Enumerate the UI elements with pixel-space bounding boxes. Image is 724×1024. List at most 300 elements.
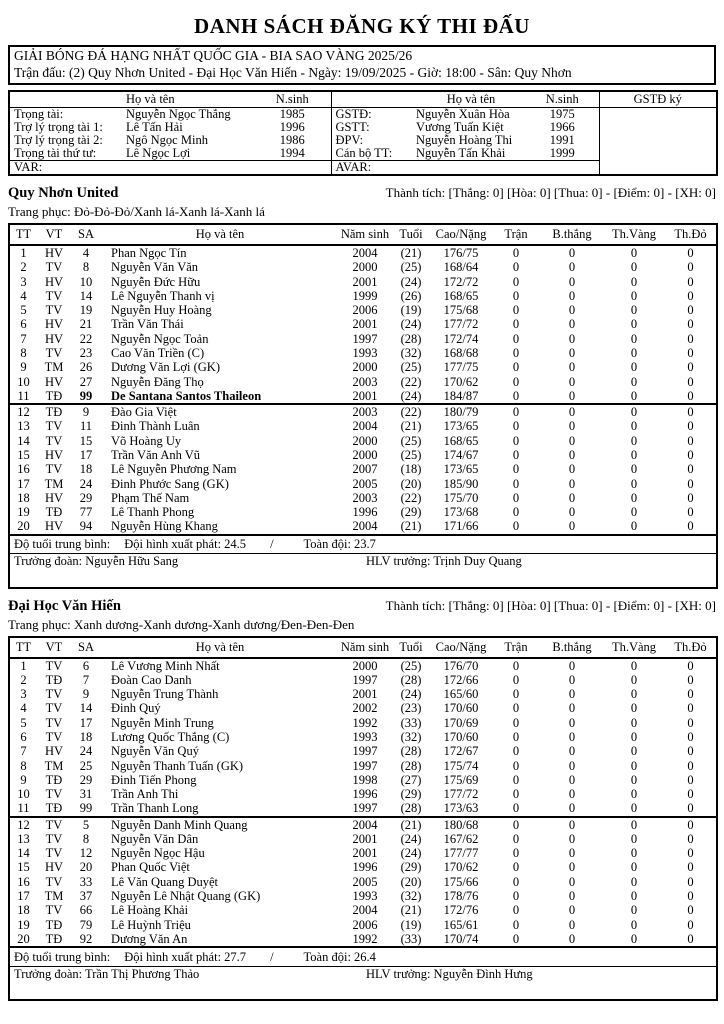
official-name: Nguyễn Ngọc Thắng	[126, 107, 231, 121]
player-birth-year-cell: 2007	[352, 462, 378, 477]
player-wins-cell: 0	[568, 730, 576, 744]
player-red-cards-cell: 0	[687, 903, 694, 918]
player-birth-year-cell: 2006	[352, 303, 378, 318]
player-birth-year-cell: 1992	[352, 931, 378, 946]
player-yellow-cards-cell: 0	[630, 730, 638, 744]
player-age-cell: (29)	[400, 787, 422, 802]
player-height-weight-cell: 178/76	[443, 889, 479, 904]
average-age-row	[9, 535, 717, 554]
player-birth-year-cell: 1996	[352, 505, 378, 520]
official-role-label: Cán bộ TT:	[331, 147, 416, 161]
player-name-cell: Đào Gia Việt	[101, 404, 339, 419]
player-yellow-cards-cell: 0	[630, 331, 638, 346]
official-birth-year: 1975	[549, 107, 575, 121]
col-vt-header: VT	[37, 637, 71, 658]
player-matches-cell: 0	[512, 758, 520, 773]
player-row	[9, 462, 717, 476]
player-shirt-number-cell: 25	[79, 758, 93, 773]
player-row	[9, 687, 717, 701]
player-red-cards-cell: 0	[687, 274, 694, 289]
competition-league-line: GIẢI BÓNG ĐÁ HẠNG NHẤT QUỐC GIA - BIA SAO VÀNG 2025/26	[14, 48, 413, 63]
player-wins-cell: 0	[568, 476, 576, 491]
player-height-weight-cell: 171/66	[443, 519, 479, 534]
player-birth-year-cell: 1996	[352, 787, 378, 802]
competition-match-line: Trận đấu: (2) Quy Nhơn United - Đại Học Văn Hiến - Ngày: 19/09/2025 - Giờ: 18:00 - Sân: Quy Nhơn	[14, 64, 572, 80]
player-row	[9, 448, 717, 462]
player-name-cell: Phan Quốc Việt	[111, 860, 190, 875]
player-wins-cell: 0	[568, 931, 576, 946]
player-height-weight-cell: 172/67	[443, 744, 479, 759]
player-position-cell: TV	[37, 817, 71, 832]
player-row	[9, 787, 717, 801]
player-wins-cell: 0	[568, 903, 576, 918]
player-shirt-number-cell: 29	[79, 772, 93, 787]
player-index-cell: 10	[17, 374, 30, 389]
player-row	[9, 889, 717, 903]
player-red-cards-cell: 0	[687, 846, 694, 861]
player-yellow-cards-cell: 0	[630, 388, 638, 403]
player-birth-year-cell: 2001	[352, 687, 378, 702]
player-birth-year-cell: 2002	[352, 701, 378, 716]
player-matches-cell: 0	[512, 831, 520, 846]
player-yellow-cards-cell: 0	[630, 787, 638, 802]
player-name-cell: Lê Vương Minh Nhất	[111, 658, 220, 673]
player-age-cell: (28)	[400, 801, 422, 816]
player-age-cell: (21)	[400, 419, 422, 434]
col-name-header: Họ và tên	[101, 637, 339, 658]
player-age-cell: (32)	[400, 889, 422, 904]
player-birth-year-cell: 2004	[352, 519, 378, 534]
player-birth-year-cell: 1996	[352, 860, 378, 875]
player-height-weight-cell: 172/74	[443, 331, 479, 346]
player-birth-year-cell: 2000	[352, 658, 378, 673]
player-shirt-number-cell: 21	[79, 317, 93, 332]
player-matches-cell: 0	[512, 274, 520, 289]
player-index-cell: 13	[17, 419, 30, 434]
player-wins-cell: 0	[568, 419, 576, 434]
player-index-cell: 2	[20, 260, 27, 275]
competition-info-box	[8, 45, 716, 85]
player-row	[9, 260, 717, 274]
official-birth-year: 1994	[279, 147, 305, 160]
player-yellow-cards-cell: 0	[630, 846, 638, 861]
player-matches-cell: 0	[512, 419, 520, 434]
officials-header-row	[9, 91, 717, 108]
player-yellow-cards-cell: 0	[630, 672, 638, 687]
player-row	[9, 673, 717, 687]
staff-row	[9, 966, 717, 1000]
player-matches-cell: 0	[512, 715, 520, 730]
player-shirt-number-cell: 9	[82, 687, 90, 702]
player-index-cell: 6	[20, 317, 27, 332]
player-wins-cell: 0	[568, 490, 576, 505]
player-birth-year-cell: 2004	[352, 419, 378, 434]
player-name-cell: Trần Thanh Long	[111, 801, 199, 816]
player-matches-cell: 0	[512, 317, 520, 332]
player-height-weight-cell: 180/79	[431, 404, 491, 419]
official-role-label: Trọng tài thứ tư:	[14, 147, 97, 160]
player-position-cell: TV	[45, 701, 63, 716]
player-wins-cell: 0	[568, 744, 576, 759]
player-red-cards-cell: 0	[687, 931, 694, 946]
player-row	[9, 801, 717, 816]
player-age-cell: (21)	[400, 246, 422, 260]
player-age-cell: (24)	[400, 687, 422, 702]
player-shirt-number-cell: 14	[79, 701, 93, 716]
player-row	[9, 303, 717, 317]
player-name-cell: Đoàn Cao Danh	[111, 672, 192, 687]
officials-born-header-right: N.sinh	[526, 91, 599, 108]
player-position-cell: TĐ	[45, 931, 63, 946]
player-shirt-number-cell: 9	[71, 404, 101, 419]
player-red-cards-cell: 0	[687, 462, 694, 477]
player-name-cell: Đinh Phước Sang (GK)	[111, 476, 229, 491]
player-row	[9, 716, 717, 730]
player-birth-year-cell: 2000	[352, 447, 378, 462]
player-name-cell: Lê Huỳnh Triệu	[111, 917, 191, 932]
player-matches-cell: 0	[512, 360, 520, 375]
player-matches-cell: 0	[512, 744, 520, 759]
player-position-cell: TV	[45, 303, 63, 318]
avg-separator: /	[270, 949, 274, 964]
player-name-cell: Nguyễn Thanh Tuấn (GK)	[111, 758, 244, 773]
player-red-cards-cell: 0	[687, 519, 694, 534]
avg-whole-squad: Toàn đội: 26.4	[303, 949, 376, 964]
player-birth-year-cell: 2003	[352, 490, 378, 505]
player-matches-cell: 0	[512, 889, 520, 904]
player-shirt-number-cell: 8	[82, 831, 90, 846]
player-position-cell: TV	[45, 260, 63, 275]
player-position-cell: HV	[44, 274, 64, 289]
player-matches-cell: 0	[512, 246, 520, 260]
player-height-weight-cell: 177/72	[443, 787, 479, 802]
player-height-weight-cell: 168/68	[443, 346, 479, 361]
col-age-header: Tuổi	[391, 637, 431, 658]
player-matches-cell: 0	[512, 730, 520, 744]
col-red-header: Th.Đỏ	[665, 637, 717, 658]
player-position-cell: TĐ	[45, 801, 63, 816]
player-shirt-number-cell: 23	[79, 346, 93, 361]
player-shirt-number-cell: 18	[79, 730, 93, 744]
player-red-cards-cell: 0	[687, 246, 694, 260]
official-role-label: GSTĐ:	[331, 108, 416, 122]
player-matches-cell: 0	[512, 331, 520, 346]
player-row	[9, 903, 717, 917]
player-birth-year-cell: 1999	[352, 288, 378, 303]
player-wins-cell: 0	[568, 701, 576, 716]
player-birth-year-cell: 2001	[352, 831, 378, 846]
player-birth-year-cell: 2000	[352, 433, 378, 448]
team-record: Thành tích: [Thắng: 0] [Hòa: 0] [Thua: 0] - [Điểm: 0] - [XH: 0]	[385, 185, 716, 200]
player-red-cards-cell: 0	[687, 288, 694, 303]
player-shirt-number-cell: 37	[79, 889, 93, 904]
player-row	[9, 360, 717, 374]
player-age-cell: (21)	[400, 903, 422, 918]
player-name-cell: Nguyễn Minh Trung	[111, 715, 214, 730]
player-birth-year-cell: 2001	[352, 388, 378, 403]
player-name-cell: Võ Hoàng Uy	[111, 433, 182, 448]
official-birth-year: 1985	[279, 107, 305, 121]
player-index-cell: 2	[20, 672, 27, 687]
officials-row	[9, 108, 717, 122]
player-name-cell: Lê Văn Quang Duyệt	[111, 874, 219, 889]
col-matches-header: Trận	[491, 637, 541, 658]
officials-born-header-left: N.sinh	[254, 91, 331, 108]
player-yellow-cards-cell: 0	[630, 419, 638, 434]
player-yellow-cards-cell: 0	[630, 772, 638, 787]
staff-cell	[9, 554, 717, 588]
player-yellow-cards-cell: 0	[630, 801, 638, 816]
player-index-cell: 1	[20, 658, 27, 673]
player-position-cell: TM	[44, 889, 64, 904]
player-red-cards-cell: 0	[687, 801, 694, 816]
player-age-cell: (26)	[400, 288, 422, 303]
player-red-cards-cell: 0	[687, 490, 694, 505]
player-yellow-cards-cell: 0	[630, 490, 638, 505]
col-heightweight-header: Cao/Nặng	[431, 224, 491, 245]
player-red-cards-cell: 0	[665, 817, 717, 832]
player-age-cell: (25)	[400, 260, 422, 275]
official-birth-year: 1996	[279, 121, 305, 134]
player-position-cell: TĐ	[45, 388, 63, 403]
player-name-cell: Phan Ngọc Tín	[111, 246, 187, 260]
officials-sign-header: GSTĐ ký	[599, 91, 717, 108]
player-shirt-number-cell: 20	[79, 860, 93, 875]
player-position-cell: HV	[44, 331, 64, 346]
player-shirt-number-cell: 12	[79, 846, 93, 861]
player-age-cell: (18)	[400, 462, 422, 477]
player-birth-year-cell: 2000	[352, 360, 378, 375]
official-name: Nguyễn Xuân Hòa	[416, 107, 510, 121]
avg-age-label: Độ tuổi trung bình:	[14, 537, 111, 552]
player-matches-cell: 0	[512, 801, 520, 816]
player-position-cell: TĐ	[45, 772, 63, 787]
player-red-cards-cell: 0	[687, 447, 694, 462]
player-height-weight-cell: 184/87	[443, 388, 479, 403]
player-birth-year-cell: 1992	[352, 715, 378, 730]
player-birth-year-cell: 1993	[352, 346, 378, 361]
player-index-cell: 17	[17, 476, 30, 491]
player-age-cell: (32)	[400, 730, 422, 744]
col-sa-header: SA	[71, 224, 101, 245]
player-height-weight-cell: 177/75	[443, 360, 479, 375]
player-birth-year-cell: 2005	[352, 476, 378, 491]
player-wins-cell: 0	[568, 303, 576, 318]
col-yellow-header: Th.Vàng	[603, 637, 665, 658]
player-index-cell: 19	[17, 505, 30, 520]
player-row	[9, 419, 717, 433]
player-height-weight-cell: 170/74	[443, 931, 479, 946]
player-shirt-number-cell: 26	[79, 360, 93, 375]
player-age-cell: (25)	[400, 447, 422, 462]
avg-starting-eleven: Đội hình xuất phát: 24.5	[124, 537, 247, 552]
player-height-weight-cell: 177/72	[443, 317, 479, 332]
team-kit: Trang phục: Đỏ-Đỏ-Đỏ/Xanh lá-Xanh lá-Xanh lá	[8, 204, 265, 219]
player-row	[9, 317, 717, 331]
player-index-cell: 6	[20, 730, 27, 744]
player-position-cell: TV	[45, 346, 63, 361]
player-yellow-cards-cell: 0	[630, 260, 638, 275]
player-position-cell: TV	[45, 658, 63, 673]
player-position-cell: HV	[44, 374, 64, 389]
player-yellow-cards-cell: 0	[630, 447, 638, 462]
average-age-row	[9, 947, 717, 966]
player-matches-cell: 0	[512, 931, 520, 946]
player-yellow-cards-cell: 0	[630, 715, 638, 730]
player-position-cell: TM	[44, 476, 64, 491]
player-height-weight-cell: 172/76	[443, 903, 479, 918]
player-height-weight-cell: 167/62	[443, 831, 479, 846]
player-height-weight-cell: 173/63	[443, 801, 479, 816]
player-age-cell: (24)	[400, 274, 422, 289]
player-wins-cell: 0	[568, 317, 576, 332]
player-matches-cell: 0	[512, 874, 520, 889]
player-age-cell: (20)	[400, 874, 422, 889]
player-birth-year-cell: 2003	[339, 404, 391, 419]
player-height-weight-cell: 168/64	[443, 260, 479, 275]
player-birth-year-cell: 1997	[352, 331, 378, 346]
official-role-label: Trợ lý trọng tài 2:	[14, 134, 103, 147]
player-red-cards-cell: 0	[687, 917, 694, 932]
official-name: Nguyễn Hoàng Thi	[416, 134, 513, 147]
player-name-cell: Nguyễn Ngọc Toản	[111, 331, 209, 346]
col-tt-header: TT	[9, 224, 37, 245]
player-shirt-number-cell: 66	[79, 903, 93, 918]
player-age-cell: (28)	[400, 672, 422, 687]
col-wins-header: B.thắng	[541, 637, 603, 658]
officials-name-header-right: Họ và tên	[416, 91, 526, 108]
player-yellow-cards-cell: 0	[630, 433, 638, 448]
player-index-cell: 12	[9, 404, 37, 419]
player-red-cards-cell: 0	[687, 476, 694, 491]
player-birth-year-cell: 2005	[352, 874, 378, 889]
player-height-weight-cell: 175/74	[443, 758, 479, 773]
player-matches-cell: 0	[512, 917, 520, 932]
player-row	[9, 832, 717, 846]
player-name-cell: Trần Anh Thi	[111, 787, 179, 802]
player-red-cards-cell: 0	[687, 701, 694, 716]
player-position-cell: HV	[44, 447, 64, 462]
player-birth-year-cell: 2000	[352, 260, 378, 275]
player-position-cell: TĐ	[45, 672, 63, 687]
player-index-cell: 7	[20, 331, 27, 346]
player-table-header-row	[9, 637, 717, 658]
player-age-cell: (33)	[400, 715, 422, 730]
player-age-cell: (25)	[400, 433, 422, 448]
player-wins-cell: 0	[568, 246, 576, 260]
official-role-label: GSTT:	[331, 121, 416, 134]
player-index-cell: 11	[17, 388, 30, 403]
official-name: Lê Tấn Hải	[126, 121, 183, 134]
player-matches-cell: 0	[512, 260, 520, 275]
player-name-cell: Trần Văn Thái	[111, 317, 184, 332]
col-age-header: Tuổi	[391, 224, 431, 245]
player-shirt-number-cell: 31	[79, 787, 93, 802]
player-age-cell: (21)	[400, 519, 422, 534]
player-birth-year-cell: 2004	[352, 246, 378, 260]
player-red-cards-cell: 0	[687, 433, 694, 448]
player-index-cell: 10	[17, 787, 30, 802]
player-position-cell: TV	[45, 462, 63, 477]
player-name-cell: Cao Văn Triền (C)	[111, 346, 205, 361]
player-name-cell: Phạm Thế Nam	[111, 490, 190, 505]
player-red-cards-cell: 0	[687, 874, 694, 889]
official-birth-year: 1999	[549, 147, 575, 160]
player-yellow-cards-cell: 0	[630, 505, 638, 520]
player-index-cell: 8	[20, 758, 27, 773]
team-name: Đại Học Văn Hiến	[8, 597, 121, 614]
player-age-cell: (32)	[400, 346, 422, 361]
player-age-cell: (24)	[400, 388, 422, 403]
player-index-cell: 15	[17, 447, 30, 462]
player-matches-cell: 0	[512, 687, 520, 702]
player-red-cards-cell: 0	[687, 331, 694, 346]
player-yellow-cards-cell: 0	[630, 931, 638, 946]
player-index-cell: 20	[17, 931, 30, 946]
player-position-cell: HV	[44, 519, 64, 534]
player-shirt-number-cell: 27	[79, 374, 93, 389]
player-age-cell: (28)	[400, 331, 422, 346]
player-age-cell: (19)	[400, 917, 422, 932]
player-wins-cell: 0	[568, 758, 576, 773]
head-coach: HLV trưởng: Nguyễn Đình Hưng	[366, 966, 533, 981]
player-matches-cell: 0	[491, 817, 541, 832]
player-yellow-cards-cell: 0	[630, 317, 638, 332]
player-wins-cell: 0	[568, 519, 576, 534]
player-yellow-cards-cell: 0	[630, 874, 638, 889]
player-position-cell: TĐ	[37, 404, 71, 419]
player-age-cell: (22)	[391, 404, 431, 419]
player-position-cell: TV	[45, 874, 63, 889]
player-height-weight-cell: 170/60	[443, 730, 479, 744]
player-wins-cell: 0	[568, 860, 576, 875]
avar-label: AVAR:	[331, 161, 599, 176]
player-position-cell: HV	[44, 490, 64, 505]
player-table-away	[8, 636, 718, 1002]
player-position-cell: TV	[45, 730, 63, 744]
player-wins-cell: 0	[568, 447, 576, 462]
player-row	[9, 744, 717, 758]
player-red-cards-cell: 0	[687, 787, 694, 802]
player-row	[9, 289, 717, 303]
player-yellow-cards-cell: 0	[630, 758, 638, 773]
var-label: VAR:	[9, 161, 331, 176]
player-index-cell: 18	[17, 490, 30, 505]
team-section-home	[8, 185, 716, 589]
player-red-cards-cell: 0	[687, 388, 694, 403]
player-yellow-cards-cell: 0	[630, 889, 638, 904]
player-name-cell: Lê Nguyễn Phương Nam	[111, 462, 237, 477]
team-kit: Trang phục: Xanh dương-Xanh dương-Xanh dương/Đen-Đen-Đen	[8, 616, 355, 632]
player-matches-cell: 0	[512, 476, 520, 491]
player-wins-cell: 0	[568, 346, 576, 361]
player-matches-cell: 0	[512, 672, 520, 687]
player-name-cell: Lê Thanh Phong	[111, 505, 195, 520]
player-shirt-number-cell: 5	[71, 817, 101, 832]
player-red-cards-cell: 0	[687, 317, 694, 332]
player-height-weight-cell: 177/77	[443, 846, 479, 861]
player-index-cell: 4	[20, 701, 27, 716]
player-shirt-number-cell: 19	[79, 303, 93, 318]
col-heightweight-header: Cao/Nặng	[431, 637, 491, 658]
player-table-header-row	[9, 224, 717, 245]
col-wins-header: B.thắng	[541, 224, 603, 245]
player-red-cards-cell: 0	[687, 374, 694, 389]
player-red-cards-cell: 0	[687, 260, 694, 275]
player-age-cell: (25)	[400, 360, 422, 375]
player-age-cell: (22)	[400, 490, 422, 505]
player-matches-cell: 0	[512, 303, 520, 318]
